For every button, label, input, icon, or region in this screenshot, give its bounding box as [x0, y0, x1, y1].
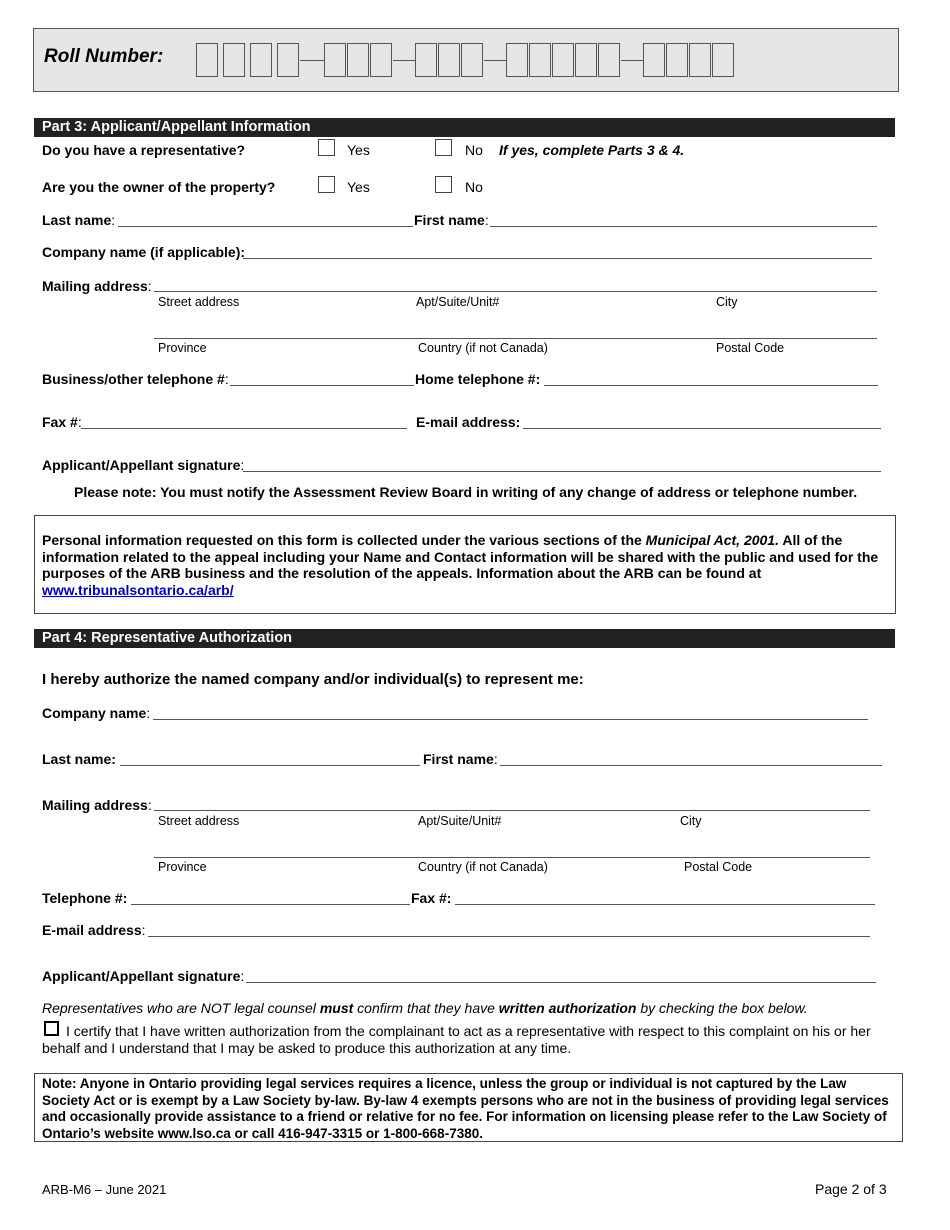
roll-dash [393, 60, 415, 61]
street-address-caption: Street address [158, 295, 240, 309]
home-telephone-label: Home telephone #: [415, 371, 541, 387]
mailing-address-line1-field[interactable] [154, 291, 877, 292]
roll-dash [484, 60, 506, 61]
yes-label: Yes [347, 142, 370, 158]
form-id: ARB-M6 – June 2021 [42, 1182, 167, 1197]
fax-label: Fax #: [42, 414, 82, 430]
company-name-field[interactable] [243, 258, 872, 259]
roll-digit-cell[interactable] [324, 43, 346, 77]
business-telephone-label: Business/other telephone #: [42, 371, 229, 387]
city-caption: City [716, 295, 738, 309]
rep-street-address-caption: Street address [158, 814, 240, 828]
rep-signature-label: Applicant/Appellant signature: [42, 968, 245, 984]
rep-first-name-field[interactable] [500, 765, 882, 766]
last-name-field[interactable] [118, 226, 413, 227]
postal-code-caption: Postal Code [716, 341, 785, 355]
first-name-label: First name: [414, 212, 489, 228]
rep-email-label: E-mail address: [42, 922, 146, 938]
rep-email-field[interactable] [148, 936, 870, 937]
rep-last-name-field[interactable] [120, 765, 420, 766]
rep-first-name-label: First name: [423, 751, 498, 767]
rep-city-caption: City [680, 814, 702, 828]
representative-hint: If yes, complete Parts 3 & 4. [499, 142, 685, 158]
rep-signature-field[interactable] [246, 982, 876, 983]
home-telephone-field[interactable] [544, 385, 878, 386]
authorize-statement: I hereby authorize the named company and/or individual(s) to represent me: [42, 671, 584, 688]
rep-country-caption: Country (if not Canada) [418, 860, 548, 874]
roll-dash [300, 60, 324, 61]
rep-postal-code-caption: Postal Code [684, 860, 753, 874]
business-telephone-field[interactable] [230, 385, 414, 386]
first-name-field[interactable] [490, 226, 877, 227]
fax-field[interactable] [81, 428, 407, 429]
roll-number-label: Roll Number: [44, 46, 164, 67]
roll-number-box [33, 28, 899, 92]
rep-mailing-address-label: Mailing address: [42, 797, 152, 813]
rep-company-name-label: Company name: [42, 705, 151, 721]
email-field[interactable] [523, 428, 881, 429]
province-caption: Province [158, 341, 207, 355]
owner-yes-checkbox[interactable] [318, 176, 335, 193]
mailing-address-label: Mailing address: [42, 278, 152, 294]
representative-no-checkbox[interactable] [435, 139, 452, 156]
legal-services-note-text: Note: Anyone in Ontario providing legal services requires a licence, unless the group or individual is not captured by the Law Society Act or is exempt by a Law Society by-law. By-law 4 exempts persons who are not in the business of providing legal services and occasionally provide assistance to a friend or relative for no fee. For information on licensing please refer to the Law Society of Ontario’s website www.lso.ca or call 416-947-3315 or 1-800-668-7380. [42, 1076, 889, 1141]
roll-digit-cell[interactable] [529, 43, 551, 77]
owner-question: Are you the owner of the property? [42, 179, 276, 195]
certify-statement: I certify that I have written authorization from the complainant to act as a representative with respect to this complaint on his or her behalf and I understand that I may be asked to produce this authorization at any time. [42, 1023, 871, 1056]
rep-mailing-address-line2-field[interactable] [154, 857, 870, 858]
roll-digit-cell[interactable] [250, 43, 272, 77]
roll-digit-cell[interactable] [196, 43, 218, 77]
yes-label: Yes [347, 179, 370, 195]
rep-fax-field[interactable] [455, 904, 875, 905]
roll-digit-cell[interactable] [689, 43, 711, 77]
signature-field[interactable] [243, 471, 881, 472]
signature-label: Applicant/Appellant signature: [42, 457, 245, 473]
country-caption: Country (if not Canada) [418, 341, 548, 355]
page-number: Page 2 of 3 [815, 1181, 887, 1197]
no-label: No [465, 142, 483, 158]
roll-digit-cell[interactable] [552, 43, 574, 77]
roll-digit-cell[interactable] [666, 43, 688, 77]
privacy-text: Personal information requested on this form is collected under the various sections of the Municipal Act, 2001. All of the information related to the appeal including your Name and Contact information will be shared with the public and used for the purposes of the ARB business and the resolution of the appeals. Information about the ARB can be found at www.tribunalsontario.ca/arb/ [42, 532, 879, 598]
rep-telephone-field[interactable] [131, 904, 410, 905]
rep-province-caption: Province [158, 860, 207, 874]
representative-question: Do you have a representative? [42, 142, 246, 158]
roll-digit-cell[interactable] [643, 43, 665, 77]
roll-digit-cell[interactable] [415, 43, 437, 77]
legal-services-note [34, 1073, 903, 1142]
apt-caption: Apt/Suite/Unit# [416, 295, 500, 309]
rep-telephone-label: Telephone #: [42, 890, 128, 906]
roll-digit-cell[interactable] [712, 43, 734, 77]
part3-header: Part 3: Applicant/Appellant Information [34, 118, 895, 137]
roll-dash [621, 60, 643, 61]
rep-apt-caption: Apt/Suite/Unit# [418, 814, 502, 828]
change-notice: Please note: You must notify the Assessment Review Board in writing of any change of address or telephone number. [74, 484, 858, 500]
roll-digit-cell[interactable] [438, 43, 460, 77]
roll-digit-cell[interactable] [347, 43, 369, 77]
roll-digit-cell[interactable] [370, 43, 392, 77]
owner-no-checkbox[interactable] [435, 176, 452, 193]
rep-mailing-address-line1-field[interactable] [154, 810, 870, 811]
roll-digit-cell[interactable] [598, 43, 620, 77]
rep-last-name-label: Last name: [42, 751, 116, 767]
roll-digit-cell[interactable] [461, 43, 483, 77]
arb-website-link[interactable]: www.tribunalsontario.ca/arb/ [42, 581, 234, 598]
company-name-label: Company name (if applicable): [42, 244, 246, 260]
rep-fax-label: Fax #: [411, 890, 452, 906]
representatives-instruction: Representatives who are NOT legal counsel must confirm that they have written authorization by checking the box below. [42, 1000, 808, 1016]
mailing-address-line2-field[interactable] [154, 338, 877, 339]
representative-yes-checkbox[interactable] [318, 139, 335, 156]
privacy-notice [34, 515, 896, 614]
roll-digit-cell[interactable] [575, 43, 597, 77]
roll-digit-cell[interactable] [277, 43, 299, 77]
part4-header: Part 4: Representative Authorization [34, 629, 895, 648]
roll-digit-cell[interactable] [223, 43, 245, 77]
roll-digit-cell[interactable] [506, 43, 528, 77]
rep-company-name-field[interactable] [153, 719, 868, 720]
no-label: No [465, 179, 483, 195]
email-label: E-mail address: [416, 414, 521, 430]
last-name-label: Last name: [42, 212, 116, 228]
